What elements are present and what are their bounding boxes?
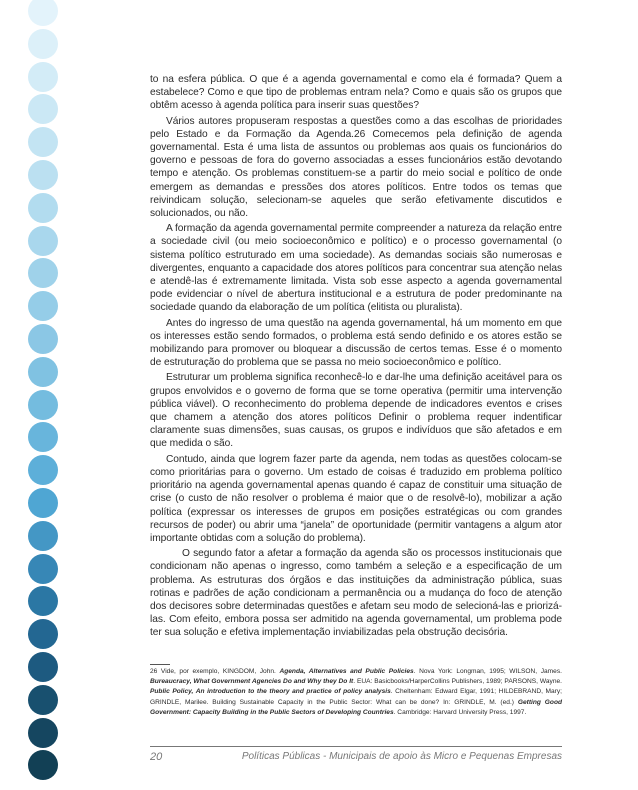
decorative-dot bbox=[28, 586, 58, 616]
paragraph: O segundo fator a afetar a formação da agenda são os processos institucionais que condicionam não apenas o ingresso, como também a seleção e a especificação de um problema. As estruturas dos órgãos e das instituições da administração pública, suas rotinas e padrões de ação condicionam a permanência ou a mudança do foco de atenção dos decisores sobre determinadas questões e afetam seu modo de selecioná-las e priorizá-las. Com efeito, embora possa ser admitido na agenda governamental, um problema pode ter sua solução e efetiva implementação inviabilizadas pela obstrução decisória. bbox=[150, 548, 562, 639]
paragraph: Contudo, ainda que logrem fazer parte da agenda, nem todas as questões colocam-se como prioritárias para o governo. Um estado de coisas é traduzido em problema político prioritário na agenda governamental apenas quando é capaz de constituir uma situação de crise (o custo de não resolver o problema é maior que o de resolvê-lo), mobilizar a ação política (expressar os interesses de grupos em posições estratégicas ou com grandes recursos de poder) ou abrir uma “janela” de oportunidade (permitir vantagens a algum ator importante obtidas com a solução do problema). bbox=[150, 453, 562, 544]
main-text bbox=[150, 73, 562, 642]
decorative-dot bbox=[28, 29, 58, 59]
decorative-dot bbox=[28, 127, 58, 157]
decorative-dot bbox=[28, 718, 58, 748]
decorative-dot bbox=[28, 94, 58, 124]
decorative-dot bbox=[28, 357, 58, 387]
footnote-text: 26 Vide, por exemplo, KINGDOM, John. bbox=[150, 668, 280, 675]
decorative-dot bbox=[28, 226, 58, 256]
footnote-title: Agenda, Alternatives and Public Policies bbox=[279, 668, 414, 675]
decorative-dot bbox=[28, 390, 58, 420]
footnote-text: . EUA: Basicbooks/HarperCollins Publishers, 1989; PARSONS, Wayne. bbox=[353, 678, 562, 686]
decorative-dot bbox=[28, 685, 58, 715]
decorative-dot bbox=[28, 193, 58, 223]
footnote-text: . Cheltenham: Edward Elgar, 1991; HILDEBRAND, Mary; GRINDLE, Marilee. Building Sustainable Capacity in the Public Sector: What can be done? In: GRINDLE, M. (ed.) bbox=[150, 688, 563, 706]
page-number: 20 bbox=[150, 751, 163, 763]
decorative-dot bbox=[28, 488, 58, 518]
decorative-dot bbox=[28, 258, 58, 288]
footnote-title: Getting Good Government: Capacity Building in the Public Sectors of Developing Countries bbox=[150, 698, 562, 716]
decorative-dot bbox=[28, 62, 58, 92]
decorative-dot bbox=[28, 0, 58, 26]
paragraph: Antes do ingresso de uma questão na agenda governamental, há um momento em que os interesses estão sendo formados, o problema está sendo definido e os atores estão se mobilizando para promover ou bloquear a discussão de certos temas. Esse é o momento de estruturação do problema que se passa no meio socioeconômico e político. bbox=[150, 317, 562, 369]
paragraph: Estruturar um problema significa reconhecê-lo e dar-lhe uma definição aceitável para os grupos envolvidos e o governo de forma que se torne operativa (permitir uma intervenção pública viável). O reconhecimento do problema depende de indicadores eventos e crises que chamem a atenção dos atores políticos Definir o problema requer indentificar claramente suas dimensões, suas causas, os grupos e indivíduos que são afetados e em que medida o são. bbox=[150, 372, 562, 450]
footnote-text: . Nova York: Longman, 1995; WILSON, James. bbox=[413, 668, 562, 675]
decorative-dot bbox=[28, 521, 58, 551]
decorative-dot bbox=[28, 455, 58, 485]
paragraph: A formação da agenda governamental permite compreender a natureza da relação entre a sociedade civil (ou meio socioeconômico e político) e o processo governamental (o sistema político estruturado em uma sociedade). As demandas sociais são numerosas e divergentes, enquanto a capacidade dos atores políticos para concentrar sua atenção nelas e atendê-las é extremamente limitada. Vista sob esse aspecto a agenda governamental pode evidenciar o nível de abertura institucional e a estrutura de poder predominante na sociedade quando da elaboração de um política (elitista ou pluralista). bbox=[150, 223, 562, 314]
decorative-dot bbox=[28, 324, 58, 354]
paragraph: to na esfera pública. O que é a agenda governamental e como ela é formada? Quem a estabelece? Como e que tipo de problemas entram nela? Como e quais são os grupos que obtêm acesso à agenda política para inserir suas questões? bbox=[150, 74, 562, 112]
footnote-divider bbox=[150, 664, 170, 665]
footer-divider bbox=[150, 746, 562, 747]
decorative-dot bbox=[28, 160, 58, 190]
footnote bbox=[150, 667, 562, 718]
footnote-text: . Cambridge: Harvard University Press, 1997. bbox=[393, 708, 527, 716]
decorative-dot bbox=[28, 652, 58, 682]
decorative-dot bbox=[28, 291, 58, 321]
paragraph: Vários autores propuseram respostas a questões como a das escolhas de prioridades pelo Estado e da Formação da Agenda.26 Comecemos pela definição de agenda governamental. Esta é uma lista de assuntos ou problemas aos quais os funcionários do governo e pessoas de fora do governo associadas a esses funcionários estão devotando tempo e atenção. Os problemas constituem-se a partir do meio social e político de onde emergem as demandas e pressões dos atores políticos. Entre todos os temas que reivindicam solução, selecionam-se aqueles que serão efetivamente discutidos e solucionados, ou não. bbox=[150, 115, 562, 220]
decorative-dot bbox=[28, 422, 58, 452]
decorative-dot bbox=[28, 554, 58, 584]
decorative-dot bbox=[28, 750, 58, 780]
decorative-dot-column bbox=[28, 0, 60, 790]
running-title: Políticas Públicas - Municipais de apoio às Micro e Pequenas Empresas bbox=[241, 751, 562, 762]
decorative-dot bbox=[28, 619, 58, 649]
footnote-title: Bureaucracy, What Government Agencies Do and Why they Do It bbox=[150, 678, 354, 686]
footnote-title: Public Policy, An introduction to the theory and practice of policy analysis bbox=[150, 688, 391, 696]
